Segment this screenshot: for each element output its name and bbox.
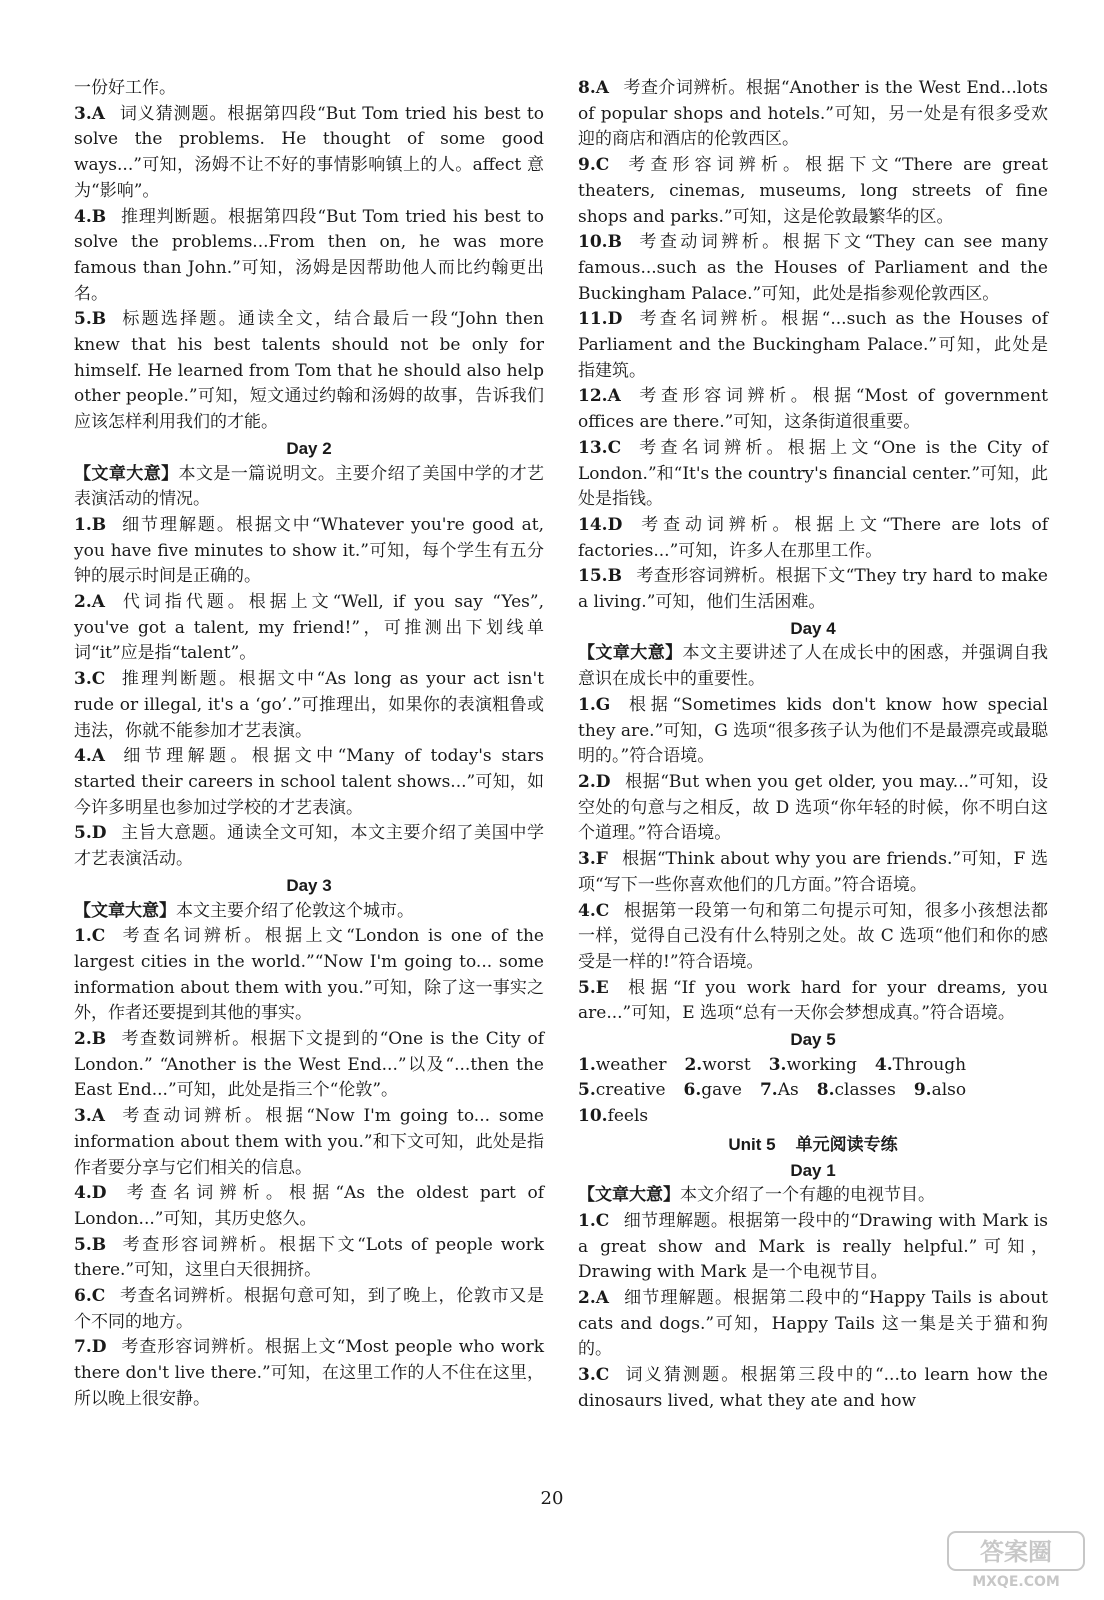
explanation-text: 细节理解题。根据文中“Many of today's stars started their careers in school talent shows...”可知，如今许多明星也参加过学校的才艺表演。 [74,746,544,818]
answer-letter: D [91,1183,107,1204]
word-text: Through [892,1054,967,1075]
answer-item [74,821,544,872]
question-number: 2. [74,1029,92,1050]
answer-letter: C [607,437,622,458]
explanation-text: 考查名词辨析。根据上文“One is the City of London.”和“It's the country's financial center.”可知，此处是指钱。 [578,437,1049,510]
watermark-title: 答案圈 [980,1538,1052,1566]
answer-letter: A [595,78,609,98]
word-number: 6. [683,1080,702,1101]
right-column [578,76,1048,1415]
summary-tag: 【文章大意】 [578,643,683,664]
watermark-url: MXQE.COM [972,1574,1060,1590]
explanation-text: 根据“If you work hard for your dreams, you are...”可知，E 选项“总有一天你会梦想成真。”符合语境。 [578,977,1048,1024]
question-number: 12. [578,386,608,407]
word-answer [914,1078,966,1104]
question-number: 6. [74,1286,92,1307]
explanation-text: 考查名词辨析。根据“...such as the Houses of Parliament and the Buckingham Palace.”可知，此处是指建筑。 [578,309,1048,381]
explanation-text: 词义猜测题。根据第四段“But Tom tried his best to solve the problems. He thought of some good ways...”可知，汤姆不让不好的事情影响镇上的人。affect 意为“影响”。 [74,103,544,201]
unit-title: 单元阅读专练 [795,1134,898,1154]
answer-letter: C [91,926,106,947]
question-number: 7. [74,1337,92,1358]
day-heading: Day 5 [790,1030,836,1050]
answer-letter: B [607,232,622,253]
explanation-text: 考查形容词辨析。根据下文“They try hard to make a living.”可知，他们生活困难。 [578,566,1048,613]
word-text: gave [701,1080,742,1101]
word-text: creative [595,1080,666,1101]
explanation-text: 考查名词辨析。根据上文“London is one of the largest cities in the world.”“Now I'm going to... some information about them with you.”可知，除了这一事实之外，作者还要提到其他的事实。 [74,926,544,1024]
explanation-text: 考查动词辨析。根据“Now I'm going to... some information about them with you.”和下文可知，此处是指作者要分享与它们相关的信息。 [74,1106,544,1178]
summary-text: 本文是一篇说明文。主要介绍了美国中学的才艺表演活动的情况。 [74,463,545,510]
answer-letter: C [91,669,106,690]
answer-letter: B [91,1234,107,1255]
answer-item [578,899,1048,976]
question-number: 8. [578,78,596,98]
answer-item [74,590,544,667]
question-number: 2. [578,771,596,792]
answer-letter: E [595,977,609,998]
explanation-text: 细节理解题。根据第一段中的“Drawing with Mark is a great show and Mark is really helpful.”可知，Drawing with Mark 是一个电视节目。 [578,1210,1048,1283]
word-number: 8. [816,1080,835,1101]
question-number: 5. [74,1234,92,1255]
question-number: 11. [578,309,608,330]
passage-summary [578,1183,1048,1209]
summary-tag: 【文章大意】 [578,1185,680,1206]
word-number: 1. [578,1054,596,1075]
explanation-text: 考查名词辨析。根据“As the oldest part of London...”可知，其历史悠久。 [74,1183,544,1229]
answer-letter: B [91,206,107,227]
answer-item [74,307,544,436]
explanation-text: 标题选择题。通读全文，结合最后一段“John then knew that his best talents should not be only for himself. He learned from Tom that he should also help other people.”可知，短文通过约翰和汤姆的故事，告诉我们应该怎样利用我们的才能。 [74,309,544,433]
question-number: 1. [74,514,92,535]
question-number: 2. [578,1288,596,1309]
word-answer [578,1053,666,1079]
answer-letter: B [91,309,107,330]
question-number: 4. [578,900,596,921]
question-number: 5. [74,823,92,844]
word-text: classes [834,1080,896,1101]
summary-tag: 【文章大意】 [74,900,176,921]
question-number: 3. [74,1106,92,1127]
answer-item [578,1286,1048,1363]
word-answer [769,1053,857,1079]
word-answer [684,1053,750,1079]
answer-letter: A [91,746,105,767]
question-number: 1. [578,1210,596,1231]
explanation-text: 根据“Think about why you are friends.”可知，F 选项“写下一些你喜欢他们的几方面。”符合语境。 [578,849,1048,895]
answer-item [74,513,544,590]
word-text: also [931,1080,967,1101]
question-number: 10. [578,232,608,253]
answer-item [578,230,1048,307]
answer-item [74,667,544,744]
answer-item [578,847,1048,898]
answer-letter: C [595,1210,610,1231]
question-number: 2. [74,592,92,613]
answer-letter: D [607,514,623,535]
word-text: weather [595,1054,667,1075]
answer-item [578,693,1048,770]
answer-item [74,1284,544,1335]
question-number: 13. [578,437,608,458]
answer-item [578,513,1048,564]
answer-letter: B [607,566,622,587]
day-heading: Day 2 [286,438,332,458]
answer-item [74,1027,544,1104]
word-answer [875,1053,966,1079]
answer-letter: C [595,155,610,176]
answer-letter: F [595,849,608,870]
answer-letter: D [91,823,107,844]
question-number: 1. [74,926,92,947]
question-number: 4. [74,746,92,767]
explanation-text: 考查数词辨析。根据下文提到的“One is the City of London.” “Another is the West End...”以及“...then the East End...”可知，此处是指三个“伦敦”。 [74,1029,544,1101]
answer-letter: C [595,1365,610,1386]
summary-tag: 【文章大意】 [74,463,179,484]
answer-item [74,924,544,1027]
day-heading: Day 4 [790,618,836,638]
answer-letter: A [91,1106,105,1127]
answer-letter: D [607,309,623,330]
answer-item [74,205,544,308]
answer-item [578,307,1048,384]
watermark-logo [946,1530,1086,1590]
explanation-text: 细节理解题。根据第二段中的“Happy Tails is about cats and dogs.”可知，Happy Tails 这一集是关于猫和狗的。 [578,1288,1048,1360]
answer-letter: B [91,514,107,535]
answer-item [74,1233,544,1284]
answer-item [578,1363,1048,1414]
question-number: 9. [578,155,596,176]
answer-letter: D [595,771,611,792]
answer-letter: A [595,1288,609,1309]
word-number: 5. [578,1080,596,1101]
word-answer [578,1104,648,1130]
word-answer [760,1078,799,1104]
question-number: 3. [74,669,92,690]
unit-heading [578,1132,1048,1158]
explanation-text: 考查形容词辨析。根据上文“Most people who work there don't live there.”可知，在这里工作的人不住在这里，所以晚上很安静。 [74,1337,544,1409]
question-number: 5. [74,309,92,330]
question-number: 3. [74,103,92,124]
explanation-text: 考查动词辨析。根据上文“There are lots of factories...”可知，许多人在那里工作。 [578,514,1048,561]
continuation-text: 一份好工作。 [74,78,176,98]
answer-letter: B [91,1029,107,1050]
left-column [74,76,544,1413]
question-number: 1. [578,694,596,715]
explanation-text: 主旨大意题。通读全文可知，本文主要介绍了美国中学才艺表演活动。 [74,823,544,870]
word-answer [578,1078,666,1104]
question-number: 4. [74,206,92,227]
explanation-text: 细节理解题。根据文中“Whatever you're good at, you have five minutes to show it.”可知，每个学生有五分钟的展示时间是正确的。 [74,514,544,587]
question-number: 3. [578,849,596,870]
word-text: working [786,1054,857,1075]
explanation-text: 词义猜测题。根据第三段中的“...to learn how the dinosaurs lived, what they ate and how [578,1365,1048,1411]
unit-label: Unit 5 [728,1134,776,1154]
word-answer [817,1078,896,1104]
answer-letter: A [91,592,105,613]
answer-item [578,564,1048,615]
explanation-text: 考查形容词辨析。根据下文“There are great theaters, cinemas, museums, long streets of fine shops and parks.”可知，这是伦敦最繁华的区。 [578,155,1048,227]
answer-letter: A [607,386,621,407]
word-answer [684,1078,742,1104]
question-number: 3. [578,1365,596,1386]
answer-item [74,1335,544,1412]
answer-letter: C [91,1286,106,1307]
question-number: 4. [74,1183,92,1204]
answer-letter: G [595,694,611,715]
answer-letter: D [91,1337,107,1358]
word-number: 10. [578,1106,608,1127]
explanation-text: 代词指代题。根据上文“Well, if you say “Yes”, you've got a talent, my friend!”，可推测出下划线单词“it”应是指“talent”。 [74,592,544,664]
explanation-text: 根据“But when you get older, you may...”可知，设空处的句意与之相反，故 D 选项“你年轻的时候，你不明白这个道理。”符合语境。 [578,771,1048,844]
answer-item [578,153,1048,230]
explanation-text: 考查形容词辨析。根据下文“Lots of people work there.”可知，这里白天很拥挤。 [74,1234,544,1281]
answer-item [74,1181,544,1232]
word-number: 4. [874,1054,893,1075]
answer-item [578,1209,1048,1286]
page-number: 20 [540,1488,564,1509]
answer-item [74,102,544,205]
day-heading: Day 1 [790,1160,836,1180]
passage-summary [578,641,1048,692]
summary-text: 本文主要介绍了伦敦这个城市。 [176,900,414,921]
answer-letter: A [91,103,105,124]
answer-item [578,76,1048,153]
question-number: 5. [578,977,596,998]
explanation-text: 考查介词辨析。根据“Another is the West End...lots of popular shops and hotels.”可知，另一处是有很多受欢迎的商店和酒店的伦敦西区。 [578,78,1048,150]
word-answers [578,1053,1048,1130]
passage-summary [74,462,544,513]
explanation-text: 推理判断题。根据文中“As long as your act isn't rude or illegal, it's a ‘go’.”可推理出，如果你的表演粗鲁或违法，你就不能参加才艺表演。 [74,669,544,741]
explanation-text: 考查形容词辨析。根据“Most of government offices are there.”可知，这条街道很重要。 [578,386,1048,433]
passage-summary [74,899,544,925]
word-text: worst [702,1054,751,1075]
answer-letter: C [595,900,610,921]
word-number: 9. [913,1080,932,1101]
answer-item [74,1104,544,1181]
word-number: 2. [684,1054,703,1075]
summary-text: 本文介绍了一个有趣的电视节目。 [680,1185,935,1206]
explanation-text: 考查名词辨析。根据句意可知，到了晚上，伦敦市又是个不同的地方。 [74,1286,544,1332]
answer-item [578,436,1048,513]
explanation-text: 考查动词辨析。根据下文“They can see many famous...such as the Houses of Parliament and the Buckingham Palace.”可知，此处是指参观伦敦西区。 [578,232,1048,304]
answer-item [578,976,1048,1027]
word-text: As [777,1080,799,1101]
word-text: feels [607,1106,649,1127]
answer-item [578,770,1048,847]
word-number: 3. [768,1054,787,1075]
day-heading: Day 3 [286,875,332,895]
explanation-text: 根据第一段第一句和第二句提示可知，很多小孩想法都一样，觉得自己没有什么特别之处。故 C 选项“他们和你的感受是一样的!”符合语境。 [578,900,1048,972]
summary-text: 本文主要讲述了人在成长中的困惑，并强调自我意识在成长中的重要性。 [578,643,1049,690]
answer-item [74,744,544,821]
explanation-text: 根据“Sometimes kids don't know how special they are.”可知，G 选项“很多孩子认为他们不是最漂亮或最聪明的。”符合语境。 [578,694,1048,767]
word-number: 7. [759,1080,778,1101]
question-number: 14. [578,514,608,535]
explanation-text: 推理判断题。根据第四段“But Tom tried his best to solve the problems...From then on, he was more famous than John.”可知，汤姆是因帮助他人而比约翰更出名。 [74,206,544,304]
answer-item [578,384,1048,435]
question-number: 15. [578,566,608,587]
